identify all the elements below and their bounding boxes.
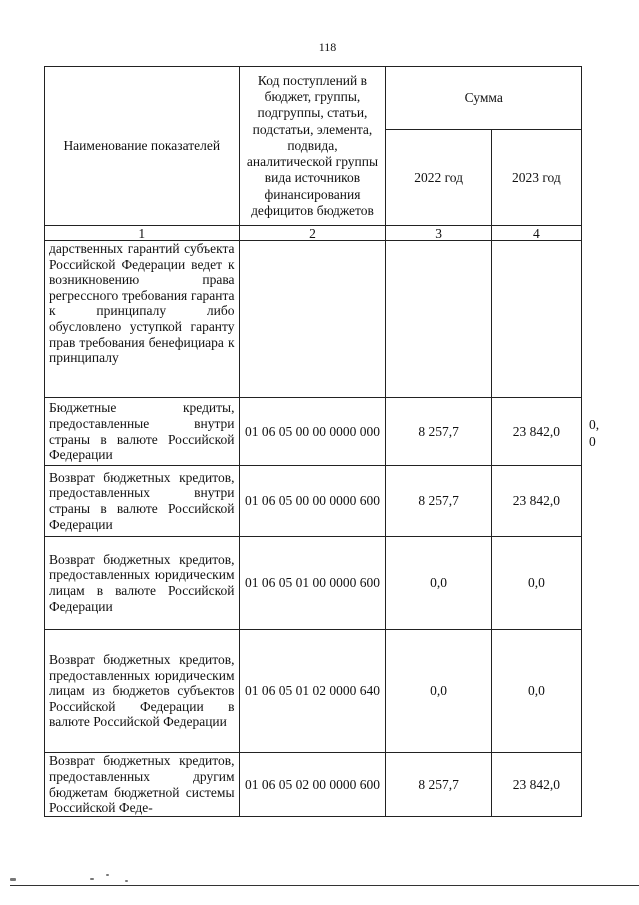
header-year-2022: 2022 год [386, 130, 491, 226]
header-indicator-name: Наименование показателей [45, 67, 240, 226]
row-value-2022: 0,0 [386, 630, 491, 753]
column-number-1: 1 [45, 226, 240, 241]
column-number-3: 3 [386, 226, 491, 241]
header-sum: Сумма [386, 67, 582, 130]
header-revenue-code: Код поступлений в бюджет, группы, подгруппы, статьи, подстатьи, элемента, подвида, аналитической группы вида источников финансирования дефицитов бюджетов [239, 67, 386, 226]
budget-sources-table [44, 66, 582, 817]
header-year-2023: 2023 год [491, 130, 581, 226]
margin-note: 0, 0 [589, 417, 600, 449]
page-number: 118 [318, 40, 337, 54]
row-value-2023: 0,0 [491, 537, 581, 630]
table-row [45, 466, 582, 537]
row-value-2022: 8 257,7 [386, 398, 491, 466]
row-value-2023 [491, 241, 581, 398]
scan-speck [125, 880, 128, 882]
row-name: дарственных гарантий субъекта Российской Федерации ведет к возникновению права регрессного требования гаранта к принципалу либо обусловлено уступкой гаранту прав требования бенефициара к принципалу [45, 241, 240, 398]
row-code: 01 06 05 01 00 0000 600 [239, 537, 386, 630]
row-value-2023: 23 842,0 [491, 398, 581, 466]
row-name: Возврат бюджетных кредитов, предоставленных юридическим лицам из бюджетов субъектов Российской Федерации в валюте Российской Федерации [45, 630, 240, 753]
column-number-2: 2 [239, 226, 386, 241]
row-name: Возврат бюджетных кредитов, предоставленных юридическим лицам в валюте Российской Федерации [45, 537, 240, 630]
row-name: Возврат бюджетных кредитов, предоставленных внутри страны в валюте Российской Федерации [45, 466, 240, 537]
table-row [45, 537, 582, 630]
row-value-2023: 23 842,0 [491, 753, 581, 817]
table-row [45, 753, 582, 817]
row-value-2023: 0,0 [491, 630, 581, 753]
bottom-scan-line [10, 885, 639, 886]
row-code: 01 06 05 00 00 0000 000 [239, 398, 386, 466]
scan-speck [106, 874, 109, 876]
row-code [239, 241, 386, 398]
column-number-4: 4 [491, 226, 581, 241]
table-row [45, 241, 582, 398]
row-code: 01 06 05 02 00 0000 600 [239, 753, 386, 817]
row-name: Бюджетные кредиты, предоставленные внутри страны в валюте Российской Федерации [45, 398, 240, 466]
row-value-2022: 0,0 [386, 537, 491, 630]
row-value-2022: 8 257,7 [386, 466, 491, 537]
table-row [45, 398, 582, 466]
row-code: 01 06 05 00 00 0000 600 [239, 466, 386, 537]
scan-speck [90, 878, 94, 880]
scan-speck [10, 878, 16, 881]
row-value-2022: 8 257,7 [386, 753, 491, 817]
table-row [45, 630, 582, 753]
row-code: 01 06 05 01 02 0000 640 [239, 630, 386, 753]
row-name: Возврат бюджетных кредитов, предоставленных другим бюджетам бюджетной системы Российской Феде- [45, 753, 240, 817]
row-value-2023: 23 842,0 [491, 466, 581, 537]
row-value-2022 [386, 241, 491, 398]
